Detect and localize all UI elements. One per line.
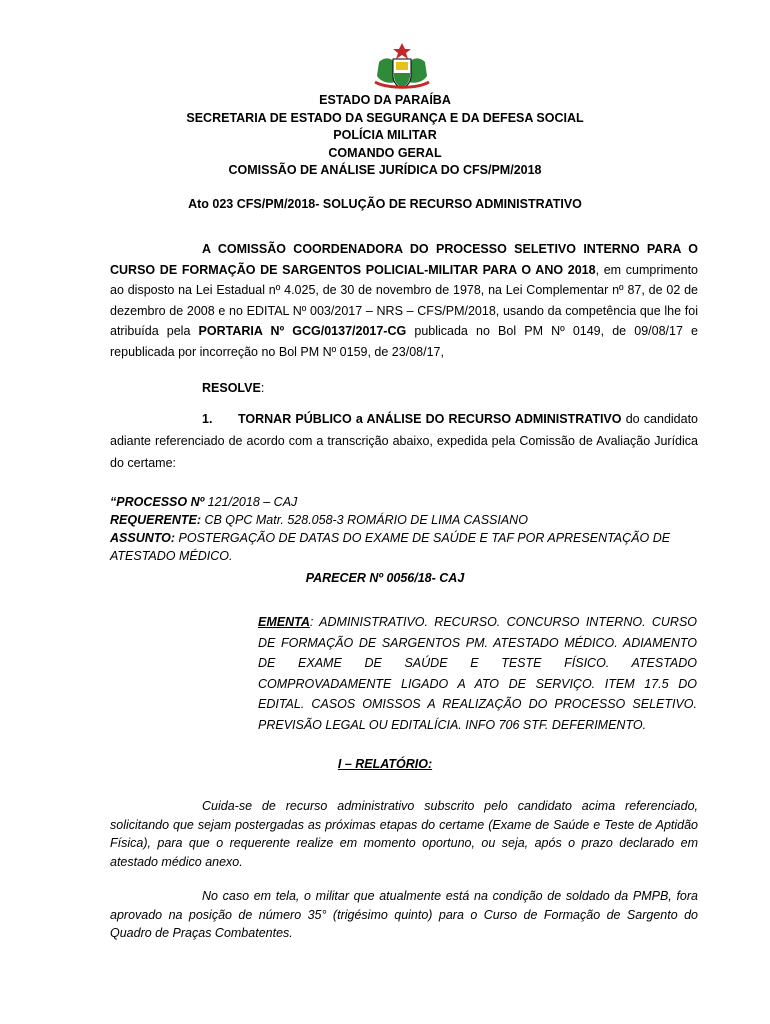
item-1-number: 1.: [202, 412, 213, 426]
intro-text-1: , em cumprimento ao disposto na Lei Estadual nº 4.025, de 30 de novembro de 1978, na Lei Complementar nº 87, de 02 de dezembro de 2008 e no EDITAL Nº 003/2017 – NRS – CFS/PM/2018, usando da competência que lhe foi atribuída pela: [110, 262, 699, 338]
process-value: 121/2018 – CAJ: [204, 495, 298, 509]
relatorio-paragraph-1: Cuida-se de recurso administrativo subscrito pelo candidato acima referenciado, solicitando que sejam postergadas as próximas etapas do certame (Exame de Saúde e Teste de Aptidão Física), para que o requerente realize em momento oportuno, ou seja, após o prazo declarado em atestado médico anexo.: [110, 799, 698, 869]
resolve-colon: :: [260, 381, 265, 395]
item-1-paragraph: [110, 408, 698, 474]
coat-of-arms-icon: [371, 42, 433, 92]
header-state: ESTADO DA PARAÍBA: [319, 93, 451, 107]
subject-line: [110, 529, 698, 565]
parecer-title: PARECER Nº 0056/18- CAJ: [305, 571, 465, 585]
resolve-label: RESOLVE: [202, 381, 261, 395]
intro-paragraph: [110, 239, 698, 362]
subject-value: POSTERGAÇÃO DE DATAS DO EXAME DE SAÚDE E TAF POR APRESENTAÇÃO DE ATESTADO MÉDICO.: [110, 531, 671, 563]
resolve-heading: [202, 381, 264, 395]
intro-text-2: publicada no Bol PM Nº 0149, de 09/08/17 e republicada por incorreção no Bol PM Nº 0159, de 23/08/17,: [110, 324, 698, 359]
item-1-bold: TORNAR PÚBLICO a ANÁLISE DO RECURSO ADMINISTRATIVO: [238, 412, 622, 426]
item-1-text: do candidato adiante referenciado de acordo com a transcrição abaixo, expedida pela Comissão de Avaliação Jurídica do certame:: [110, 412, 698, 470]
process-label: “PROCESSO Nº: [110, 495, 205, 509]
ato-title: Ato 023 CFS/PM/2018- SOLUÇÃO DE RECURSO ADMINISTRATIVO: [188, 197, 582, 211]
intro-bold-lead: A COMISSÃO COORDENADORA DO PROCESSO SELETIVO INTERNO PARA O CURSO DE FORMAÇÃO DE SARGENTOS POLICIAL-MILITAR PARA O ANO 2018: [110, 242, 698, 277]
header-police: POLÍCIA MILITAR: [333, 128, 437, 142]
process-number-line: [110, 493, 698, 511]
header-secretariat: SECRETARIA DE ESTADO DA SEGURANÇA E DA DEFESA SOCIAL: [186, 111, 584, 125]
header-command: COMANDO GERAL: [328, 146, 442, 160]
ementa-text: : ADMINISTRATIVO. RECURSO. CONCURSO INTERNO. CURSO DE FORMAÇÃO DE SARGENTOS PM. ATESTADO MÉDICO. ADIAMENTO DE EXAME DE SAÚDE E TESTE FÍSICO. ATESTADO COMPROVADAMENTE LIGADO A ATO DE SERVIÇO. ITEM 17.5 DO EDITAL. CASOS OMISSOS A REALIZAÇÃO DO PROCESSO SELETIVO. PREVISÃO LEGAL OU EDITALÍCIA. INFO 706 STF. DEFERIMENTO.: [258, 615, 697, 732]
requester-label: REQUERENTE:: [110, 513, 201, 527]
ementa-block: [258, 612, 697, 735]
relatorio-title: I – RELATÓRIO:: [337, 757, 433, 771]
subject-label: ASSUNTO:: [110, 531, 176, 545]
process-block: [110, 493, 698, 565]
intro-portaria: PORTARIA Nº GCG/0137/2017-CG: [198, 324, 407, 338]
requester-line: [110, 511, 698, 529]
ementa-label: EMENTA: [258, 615, 310, 629]
header-commission: COMISSÃO DE ANÁLISE JURÍDICA DO CFS/PM/2018: [228, 163, 542, 177]
relatorio-paragraph-2: No caso em tela, o militar que atualmente está na condição de soldado da PMPB, fora aprovado na posição de número 35° (trigésimo quinto) para o Curso de Formação de Sargento do Quadro de Praças Combatentes.: [110, 889, 698, 940]
requester-value: CB QPC Matr. 528.058-3 ROMÁRIO DE LIMA CASSIANO: [200, 513, 528, 527]
